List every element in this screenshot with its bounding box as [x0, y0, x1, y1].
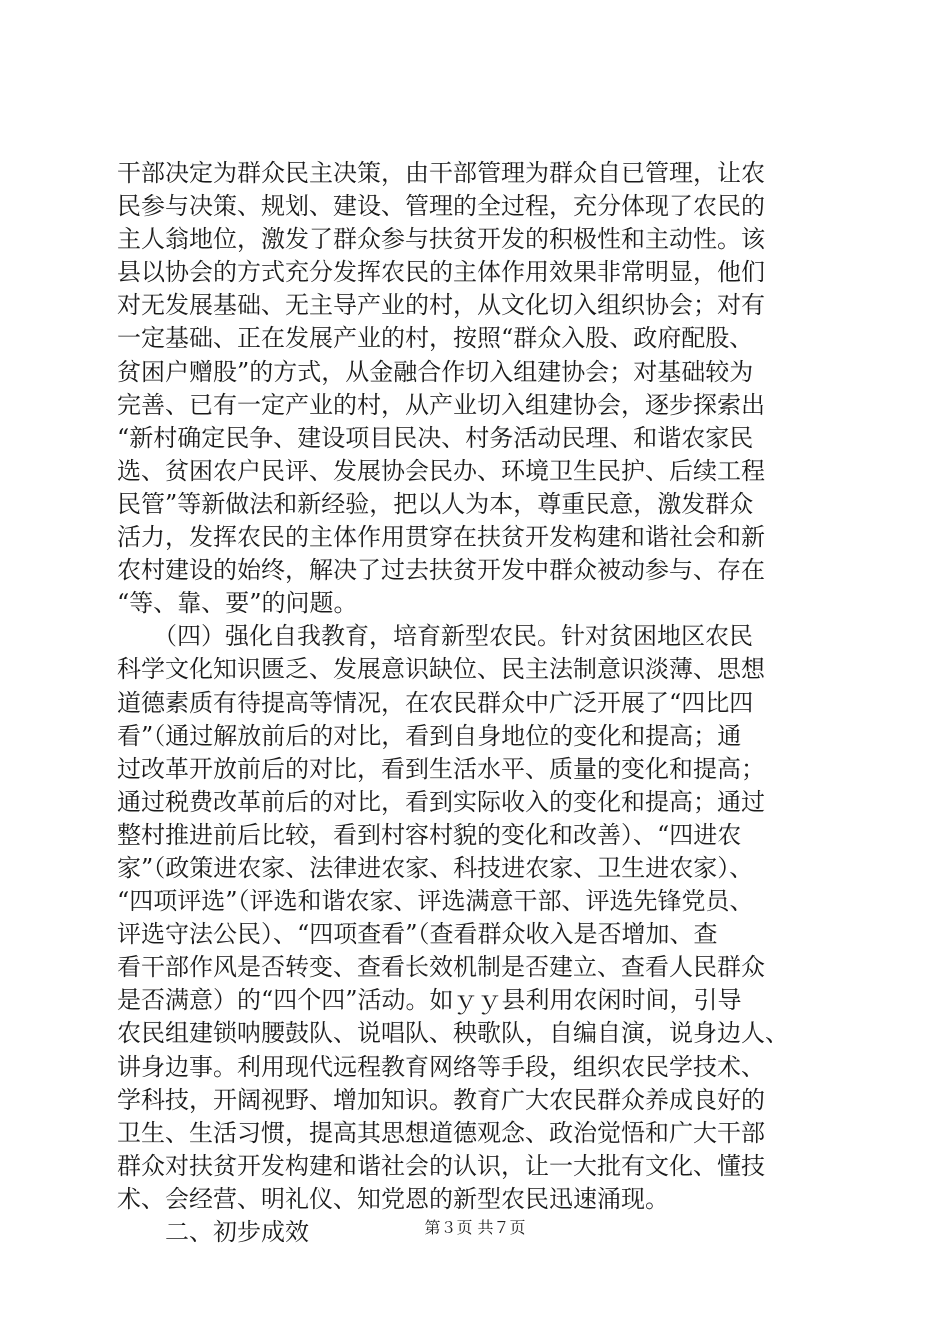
text-line: 讲身边事。利用现代远程教育网络等手段，组织农民学技术、: [117, 1052, 765, 1081]
text-line: 学科技，开阔视野、增加知识。教育广大农民群众养成良好的: [117, 1085, 765, 1114]
text-line: 农村建设的始终，解决了过去扶贫开发中群众被动参与、存在: [117, 556, 765, 585]
text-line: 贫困户赠股”的方式，从金融合作切入组建协会；对基础较为: [117, 357, 754, 386]
text-line: 主人翁地位，激发了群众参与扶贫开发的积极性和主动性。该: [117, 225, 765, 254]
text-line: “四项评选”（评选和谐农家、评选满意干部、评选先锋党员、: [117, 887, 754, 916]
page-number-footer: 第３页 共７页: [424, 1218, 526, 1237]
text-line: 看”（通过解放前后的对比，看到自身地位的变化和提高；通: [117, 721, 742, 750]
text-line: “新村确定民争、建设项目民决、村务活动民理、和谐农家民: [117, 423, 754, 452]
text-line: 二、初步成效: [117, 1218, 309, 1246]
text-line: 卫生、生活习惯，提高其思想道德观念、政治觉悟和广大干部: [117, 1118, 765, 1147]
text-line: 民管”等新做法和新经验，把以人为本，尊重民意，激发群众: [117, 489, 754, 518]
text-line: 群众对扶贫开发构建和谐社会的认识，让一大批有文化、懂技: [117, 1151, 765, 1180]
text-line: 民参与决策、规划、建设、管理的全过程，充分体现了农民的: [117, 192, 765, 221]
text-line: 家”（政策进农家、法律进农家、科技进农家、卫生进农家）、: [117, 853, 754, 882]
text-line: “等、靠、要”的问题。: [117, 589, 358, 618]
body-text: [117, 157, 837, 1249]
text-line: 看干部作风是否转变、查看长效机制是否建立、查看人民群众: [117, 953, 765, 982]
text-line: 过改革开放前后的对比，看到生活水平、质量的变化和提高；: [117, 754, 765, 783]
text-line: 术、会经营、明礼仪、知党恩的新型农民迅速涌现。: [117, 1184, 669, 1213]
text-line: 一定基础、正在发展产业的村，按照“群众入股、政府配股、: [117, 324, 754, 353]
text-line: 整村推进前后比较，看到村容村貌的变化和改善）、“四进农: [117, 820, 742, 849]
text-line: 县以协会的方式充分发挥农民的主体作用效果非常明显，他们: [117, 258, 765, 287]
text-line: 干部决定为群众民主决策，由干部管理为群众自已管理，让农: [117, 159, 765, 187]
text-line: 选、贫困农户民评、发展协会民办、环境卫生民护、后续工程: [117, 456, 765, 485]
text-line: 完善、已有一定产业的村，从产业切入组建协会，逐步探索出: [117, 390, 765, 419]
text-line: 科学文化知识匮乏、发展意识缺位、民主法制意识淡薄、思想: [117, 655, 765, 684]
text-line: 活力，发挥农民的主体作用贯穿在扶贫开发构建和谐社会和新: [117, 523, 765, 552]
text-line: 评选守法公民）、“四项查看”（查看群众收入是否增加、查: [117, 920, 718, 949]
text-line: 是否满意）的“四个四”活动。如ｙｙ县利用农闲时间，引导: [117, 986, 742, 1015]
text-line: 通过税费改革前后的对比，看到实际收入的变化和提高；通过: [117, 787, 765, 816]
text-line: 农民组建锁呐腰鼓队、说唱队、秧歌队，自编自演，说身边人、: [117, 1019, 789, 1048]
text-line: （四）强化自我教育，培育新型农民。针对贫困地区农民: [117, 622, 753, 651]
text-line: 对无发展基础、无主导产业的村，从文化切入组织协会；对有: [117, 291, 765, 320]
text-line: 道德素质有待提高等情况，在农民群众中广泛开展了“四比四: [117, 688, 754, 717]
